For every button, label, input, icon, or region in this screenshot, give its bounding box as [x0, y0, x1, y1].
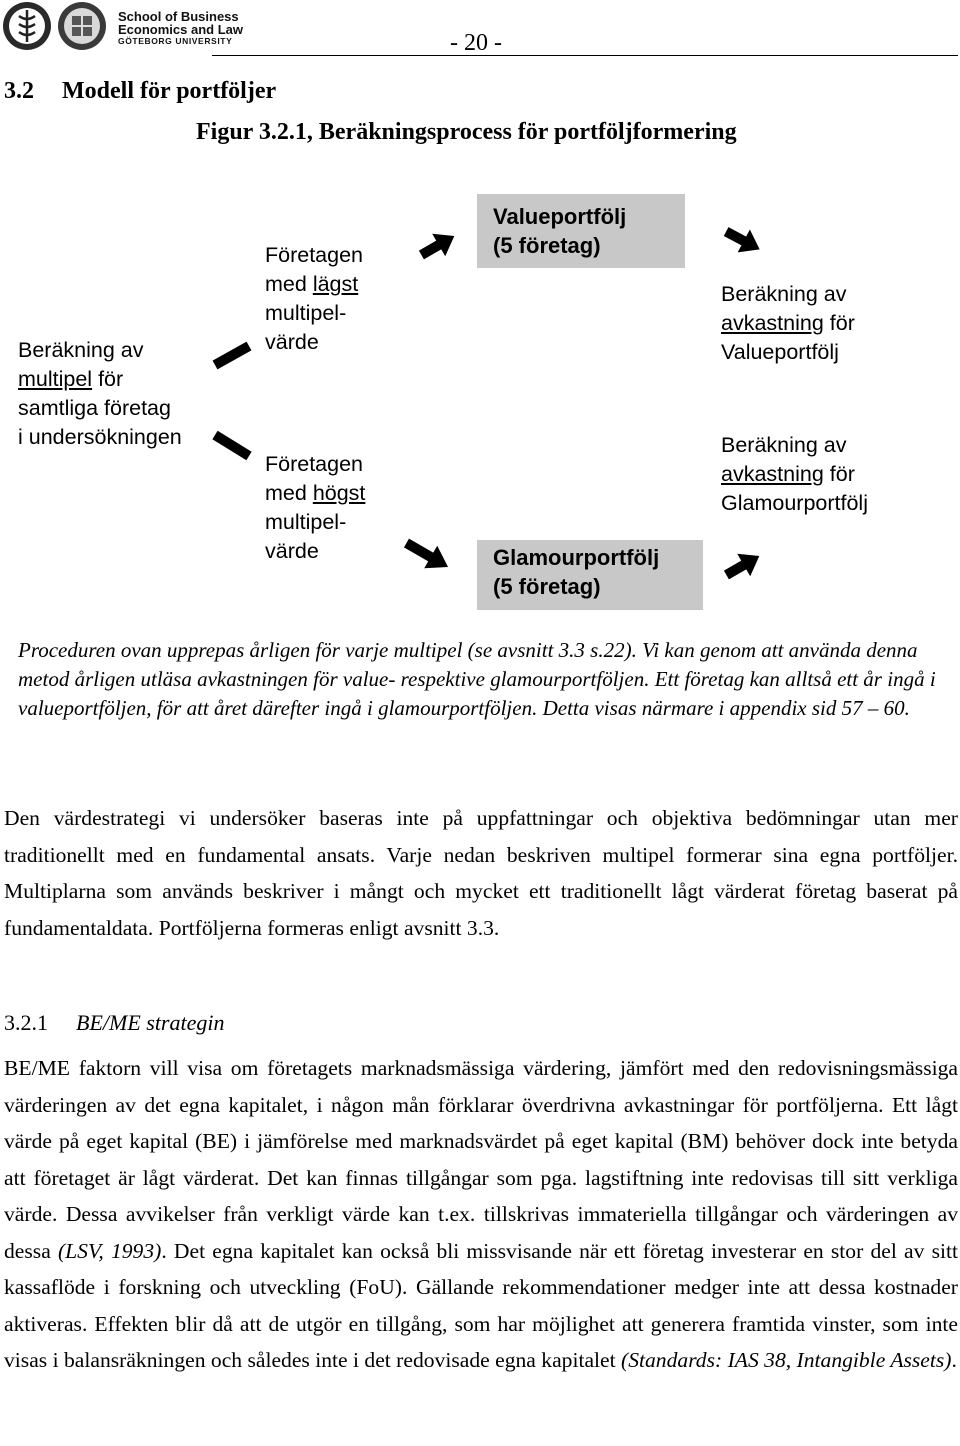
split-bars [205, 330, 260, 470]
value-box-line-1: Valueportfölj [493, 204, 627, 229]
figure-caption: Figur 3.2.1, Beräkningsprocess för portföljformering [196, 119, 737, 145]
university-seal-icon [0, 0, 112, 56]
logo-line-1: School of Business [118, 9, 239, 24]
start-line-1: Beräkning av [18, 338, 144, 362]
value-strategy-paragraph: Den värdestrategi vi undersöker baseras inte på uppfattningar och objektiva bedömningar utan mer traditionellt med en fundamental ansats. Varje nedan beskriven multipel formerar sina egna portföljer. Multiplarna som används beskriver i mångt och mycket ett traditionellt lågt värderat företag baserat på fundamentaldata. Portföljerna formeras enligt avsnitt 3.3. [4, 806, 958, 940]
beme-text-2: . Det egna kapitalet kan också bli missvisande när ett företag investerar en stor del av sitt kassaflöde i forskning och utveckling (FoU). Gällande rekommendationer medger inte att dessa kostnader aktiveras. Effekten blir då att de utgör en tillgång, som har möjlighet att generera framtida vinster, som inte visas i balansräkningen och således inte i det redovisade egna kapitalet [4, 1238, 958, 1372]
header-rule [212, 55, 958, 56]
value-box-line-2: (5 företag) [493, 233, 601, 258]
start-for: för [92, 367, 124, 391]
beme-paragraph [4, 1050, 958, 1379]
start-line-3: samtliga företag [18, 396, 171, 420]
value-portfolio-box [477, 194, 685, 268]
beme-text-1: BE/ME faktorn vill visa om företagets marknadsmässiga värdering, jämfört med den redovisningsmässiga värderingen av det egna kapitalet, i någon mån förklarar överdrivna avkastningar för portföljerna. Ett lågt värde på eget kapital (BE) i jämförelse med marknadsvärdet på eget kapital (BM) behöver dock inte betyda att företaget är lågt värderat. Det kan finnas tillgångar som pga. lagstiftning inte redovisas till sitt verkliga värde. Dessa avvikelser från verkligt värde kan t.ex. tillskrivas immateriella tillgångar och värderingen av dessa [4, 1056, 958, 1263]
high-line-1: Företagen [265, 452, 364, 476]
logo-line-2: Economics and Law [118, 22, 243, 37]
school-name [118, 10, 243, 47]
low-line-1: Företagen [265, 243, 364, 267]
value-return-avkastning: avkastning [721, 311, 824, 335]
value-return-line-3: Valueportfölj [721, 340, 839, 364]
subsection-number: 3.2.1 [4, 1010, 48, 1035]
subsection-heading [4, 1010, 224, 1036]
subsection-title: BE/ME strategin [76, 1010, 225, 1035]
value-return-line-1: Beräkning av [721, 282, 847, 306]
high-med: med [265, 481, 313, 505]
arrow-to-value-icon [412, 226, 462, 266]
start-line-4: i undersökningen [18, 425, 182, 449]
start-line-2 [18, 365, 182, 394]
start-node [18, 336, 182, 452]
lowest-node [265, 241, 363, 357]
citation-lsv: (LSV, 1993) [57, 1238, 162, 1263]
glamour-return-line-2 [721, 460, 868, 489]
beme-text-3: . [951, 1348, 957, 1372]
glamour-box-line-2: (5 företag) [493, 574, 601, 599]
high-hogst: högst [312, 481, 366, 505]
arrow-value-return-icon [717, 222, 767, 258]
glamour-return-line-1: Beräkning av [721, 433, 847, 457]
section-heading [4, 78, 276, 105]
low-line-4: värde [265, 330, 319, 354]
low-line-2 [265, 270, 363, 299]
glamour-return-avkastning: avkastning [721, 462, 824, 486]
glamour-return-node [721, 431, 868, 518]
glamour-return-for: för [823, 462, 855, 486]
highest-node [265, 450, 365, 566]
section-title: Modell för portföljer [62, 78, 277, 104]
low-lagst: lägst [312, 272, 359, 296]
citation-ias38: (Standards: IAS 38, Intangible Assets) [621, 1348, 952, 1372]
arrow-glamour-return-icon [718, 548, 766, 584]
high-line-3: multipel- [265, 510, 347, 534]
arrow-to-glamour-icon [398, 534, 460, 578]
high-line-2 [265, 479, 365, 508]
bar-to-highest [215, 435, 249, 456]
section-number: 3.2 [4, 78, 34, 104]
value-return-node [721, 280, 855, 367]
glamour-portfolio-box [477, 540, 703, 610]
page-number: - 20 - [450, 30, 502, 56]
high-line-4: värde [265, 539, 319, 563]
start-multipel: multipel [18, 367, 93, 391]
glamour-return-line-3: Glamourportfölj [721, 491, 868, 515]
value-return-line-2 [721, 309, 855, 338]
value-return-for: för [823, 311, 855, 335]
procedure-note: Proceduren ovan upprepas årligen för varje multipel (se avsnitt 3.3 s.22). Vi kan genom att använda denna metod årligen utläsa avkastningen för value- respektive glamourportföljen. Ett företag kan alltså ett år ingå i valueportföljen, för att året därefter ingå i glamourportföljen. Detta visas närmare i appendix sid 57 – 60. [18, 638, 936, 720]
glamour-box-line-1: Glamourportfölj [493, 545, 660, 570]
bar-to-lowest [215, 346, 249, 365]
low-med: med [265, 272, 313, 296]
low-line-3: multipel- [265, 301, 347, 325]
logo-line-3: GÖTEBORG UNIVERSITY [118, 36, 233, 46]
